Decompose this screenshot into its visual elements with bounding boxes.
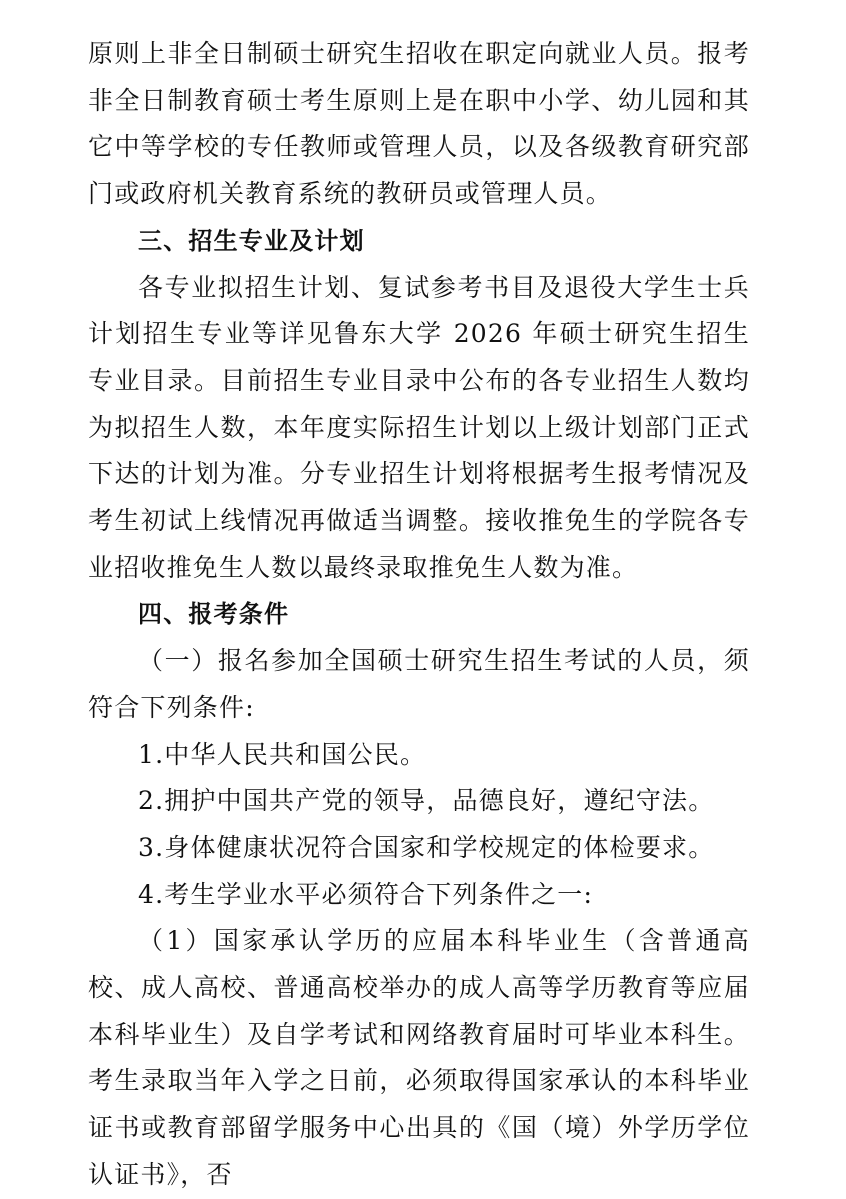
list-item-condition-4: 4.考生学业水平必须符合下列条件之一:	[138, 879, 594, 909]
section-heading-eligibility: 四、报考条件	[138, 600, 290, 629]
document-page	[88, 31, 750, 1199]
sub-item-condition-4-1: （1）国家承认学历的应届本科毕业生（含普通高校、成人高校、普通高校举办的成人高等学历教育等应届本科毕业生）及自学考试和网络教育届时可毕业本科生。考生录取当年入学之日前，必须取得国家承认的本科毕业证书或教育部留学服务中心出具的《国（境）外学历学位认证书》，否	[88, 926, 750, 1189]
list-item-condition-1: 1.中华人民共和国公民。	[138, 739, 427, 769]
paragraph-eligibility-intro: （一）报名参加全国硕士研究生招生考试的人员，须符合下列条件:	[88, 646, 750, 722]
section-heading-majors-and-plan: 三、招生专业及计划	[138, 226, 365, 255]
list-item-condition-3: 3.身体健康状况符合国家和学校规定的体检要求。	[138, 832, 715, 862]
list-item-condition-2: 2.拥护中国共产党的领导，品德良好，遵纪守法。	[138, 786, 715, 816]
paragraph-enrollment-plan: 各专业拟招生计划、复试参考书目及退役大学生士兵计划招生专业等详见鲁东大学 2026 年硕士研究生招生专业目录。目前招生专业目录中公布的各专业招生人数均为拟招生人数，本年度实际招生计划以上级计划部门正式下达的计划为准。分专业招生计划将根据考生报考情况及考生初试上线情况再做适当调整。接收推免生的学院各专业招收推免生人数以最终录取推免生人数为准。	[88, 272, 750, 582]
paragraph-enrollment-principle: 原则上非全日制硕士研究生招收在职定向就业人员。报考非全日制教育硕士考生原则上是在职中小学、幼儿园和其它中等学校的专任教师或管理人员，以及各级教育研究部门或政府机关教育系统的教研员或管理人员。	[88, 39, 750, 209]
